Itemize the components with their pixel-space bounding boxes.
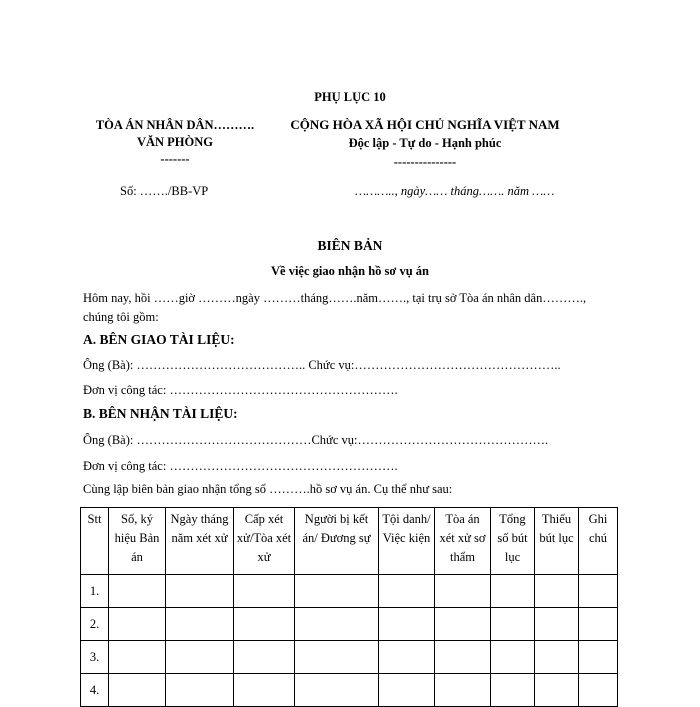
table-cell: [109, 608, 166, 641]
section-a-person-line: Ông (Bà): ………………………………….. Chức vụ:…………………………………………..: [83, 358, 561, 372]
table-row: [81, 575, 618, 608]
section-b-heading: B. BÊN NHẬN TÀI LIỆU:: [83, 406, 238, 421]
row-number-cell: 2.: [81, 608, 109, 641]
table-cell: [535, 674, 579, 707]
table-cell: [579, 608, 618, 641]
issuer-block: [70, 117, 280, 168]
document-subtitle: Về việc giao nhận hồ sơ vụ án: [271, 264, 429, 278]
national-motto: Độc lập - Tự do - Hạnh phúc: [348, 136, 502, 150]
row-number-cell: 1.: [81, 575, 109, 608]
table-cell: [109, 575, 166, 608]
header-cell-notes: Ghi chú: [579, 508, 618, 575]
row-number-cell: 3.: [81, 641, 109, 674]
table-cell: [234, 575, 295, 608]
table-row: [81, 608, 618, 641]
header-cell-trial-level: Cấp xét xử/Tòa xét xử: [234, 508, 295, 575]
table-cell: [109, 641, 166, 674]
table-cell: [295, 608, 379, 641]
header-cell-first-instance-court: Tòa án xét xử sơ thẩm: [435, 508, 491, 575]
section-a-unit-line: Đơn vị công tác: ……………………………………………….: [83, 383, 398, 397]
national-header-block: [270, 115, 580, 172]
document-title: BIÊN BẢN: [317, 238, 383, 253]
table-cell: [379, 575, 435, 608]
header-cell-missing-pages: Thiếu bút lục: [535, 508, 579, 575]
table-cell: [491, 641, 535, 674]
header-cell-charge: Tội danh/ Việc kiện: [379, 508, 435, 575]
republic-title: CỘNG HÒA XÃ HỘI CHỦ NGHĨA VIỆT NAM: [290, 117, 560, 132]
table-cell: [491, 575, 535, 608]
header-cell-stt: Stt: [81, 508, 109, 575]
left-divider: -------: [160, 152, 190, 166]
records-table: [80, 507, 618, 707]
table-header-row: [81, 508, 618, 575]
table-cell: [166, 575, 234, 608]
table-cell: [295, 674, 379, 707]
section-b-person-line: Ông (Bà): ……………………………………Chức vụ:……………………………………….: [83, 433, 549, 447]
office-name: VĂN PHÒNG: [136, 135, 214, 149]
table-cell: [535, 575, 579, 608]
table-cell: [491, 608, 535, 641]
header-cell-judgment-number: Số, ký hiệu Bản án: [109, 508, 166, 575]
appendix-label: PHỤ LỤC 10: [314, 90, 386, 104]
table-cell: [535, 608, 579, 641]
table-cell: [295, 575, 379, 608]
summary-line: Cùng lập biên bản giao nhận tổng số ……….hồ sơ vụ án. Cụ thể như sau:: [83, 482, 453, 496]
right-divider: ---------------: [393, 155, 457, 169]
table-cell: [579, 674, 618, 707]
table-cell: [435, 641, 491, 674]
table-row: [81, 641, 618, 674]
section-b-unit-line: Đơn vị công tác: ……………………………………………….: [83, 459, 398, 473]
intro-paragraph: Hôm nay, hồi ……giờ ………ngày ………tháng…….năm……., tại trụ sở Tòa án nhân dân………., chúng tôi gồm:: [83, 291, 587, 324]
header-cell-convicted-person: Người bị kết án/ Đương sự: [295, 508, 379, 575]
row-number-cell: 4.: [81, 674, 109, 707]
date-line: ……….., ngày…… tháng……. năm ……: [355, 184, 555, 198]
table-cell: [579, 641, 618, 674]
section-a-heading: A. BÊN GIAO TÀI LIỆU:: [83, 332, 235, 347]
table-cell: [166, 674, 234, 707]
table-cell: [234, 641, 295, 674]
court-name: TÒA ÁN NHÂN DÂN……….: [95, 118, 255, 132]
table-cell: [491, 674, 535, 707]
table-cell: [234, 674, 295, 707]
table-row: [81, 674, 618, 707]
table-cell: [166, 641, 234, 674]
header-cell-trial-date: Ngày tháng năm xét xử: [166, 508, 234, 575]
table-cell: [234, 608, 295, 641]
header-cell-total-pages: Tổng số bút lục: [491, 508, 535, 575]
table-cell: [435, 674, 491, 707]
table-cell: [379, 608, 435, 641]
table-cell: [295, 641, 379, 674]
document-number: Số: ……./BB-VP: [120, 184, 209, 198]
table-cell: [379, 674, 435, 707]
table-cell: [579, 575, 618, 608]
table-cell: [166, 608, 234, 641]
table-cell: [109, 674, 166, 707]
table-cell: [379, 641, 435, 674]
table-cell: [535, 641, 579, 674]
table-cell: [435, 575, 491, 608]
table-cell: [435, 608, 491, 641]
